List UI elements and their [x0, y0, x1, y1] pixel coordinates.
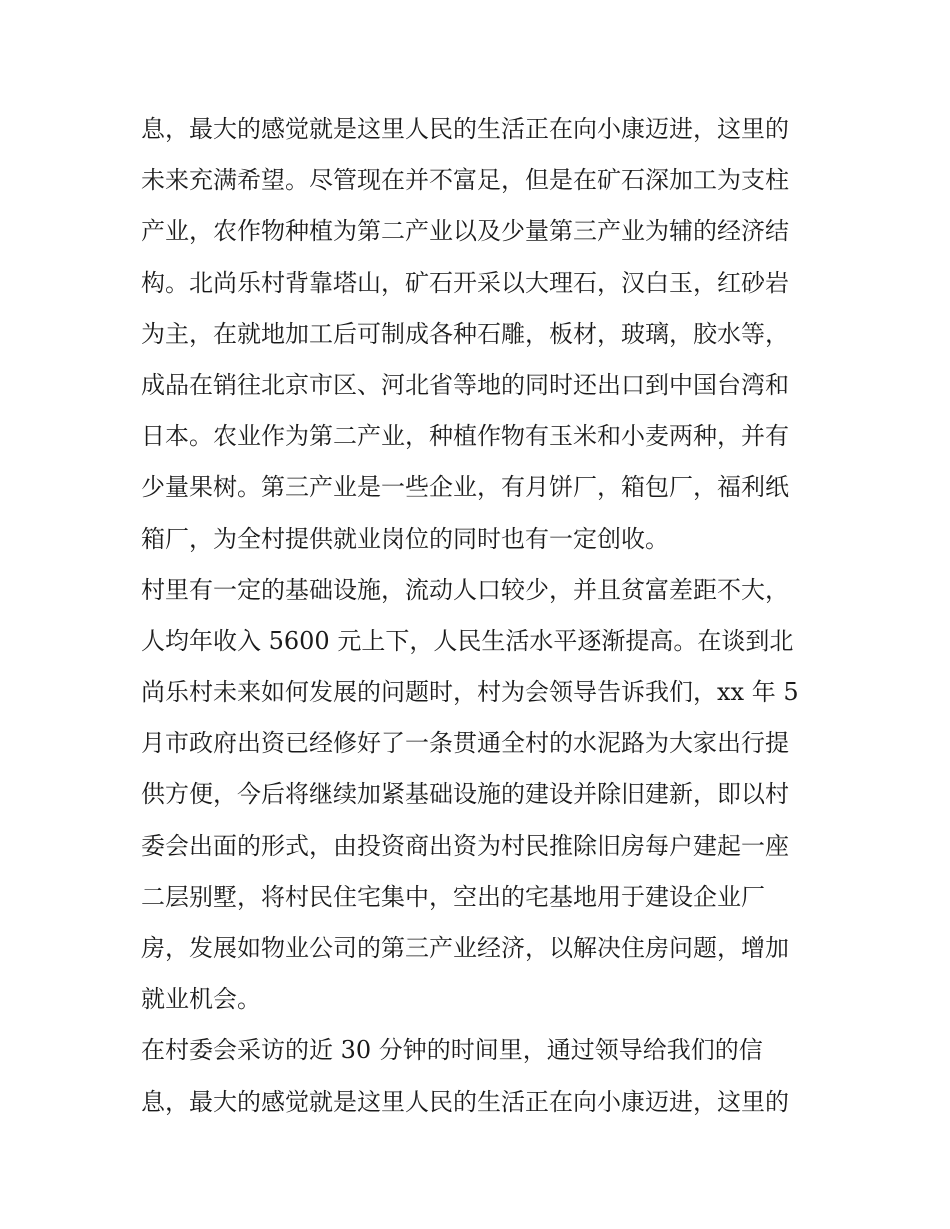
text-line: 构。北尚乐村背靠塔山，矿石开采以大理石，汉白玉，红砂岩	[141, 268, 789, 297]
text-line: 尚乐村未来如何发展的问题时，村为会领导告诉我们，xx 年 5	[141, 678, 799, 707]
text-line: 产业，农作物种植为第二产业以及少量第三产业为辅的经济结	[141, 217, 789, 246]
document-body	[141, 104, 821, 1128]
text-line: 月市政府出资已经修好了一条贯通全村的水泥路为大家出行提	[141, 729, 789, 758]
text-line: 日本。农业作为第二产业，种植作物有玉米和小麦两种，并有	[141, 422, 789, 451]
text-line: 未来充满希望。尽管现在并不富足，但是在矿石深加工为支柱	[141, 166, 789, 195]
text-line: 少量果树。第三产业是一些企业，有月饼厂，箱包厂，福利纸	[141, 473, 789, 502]
text-line: 房，发展如物业公司的第三产业经济，以解决住房问题，增加	[141, 934, 789, 962]
text-line: 息，最大的感觉就是这里人民的生活正在向小康迈进，这里的	[141, 115, 789, 143]
text-line: 息，最大的感觉就是这里人民的生活正在向小康迈进，这里的	[141, 1087, 789, 1116]
text-line: 二层别墅，将村民住宅集中，空出的宅基地用于建设企业厂	[141, 882, 765, 911]
text-line: 箱厂，为全村提供就业岗位的同时也有一定创收。	[141, 524, 669, 553]
text-line: 人均年收入 5600 元上下，人民生活水平逐渐提高。在谈到北	[141, 626, 794, 655]
text-line: 在村委会采访的近 30 分钟的时间里，通过领导给我们的信	[141, 1036, 763, 1065]
text-line: 委会出面的形式，由投资商出资为村民推除旧房每户建起一座	[141, 831, 789, 860]
text-line: 村里有一定的基础设施，流动人口较少，并且贫富差距不大，	[141, 575, 789, 604]
text-line: 供方便，今后将继续加紧基础设施的建设并除旧建新，即以村	[141, 780, 789, 809]
text-line: 为主，在就地加工后可制成各种石雕，板材，玻璃，胶水等，	[141, 319, 789, 348]
text-line: 成品在销往北京市区、河北省等地的同时还出口到中国台湾和	[141, 370, 789, 399]
text-line: 就业机会。	[141, 985, 261, 1014]
